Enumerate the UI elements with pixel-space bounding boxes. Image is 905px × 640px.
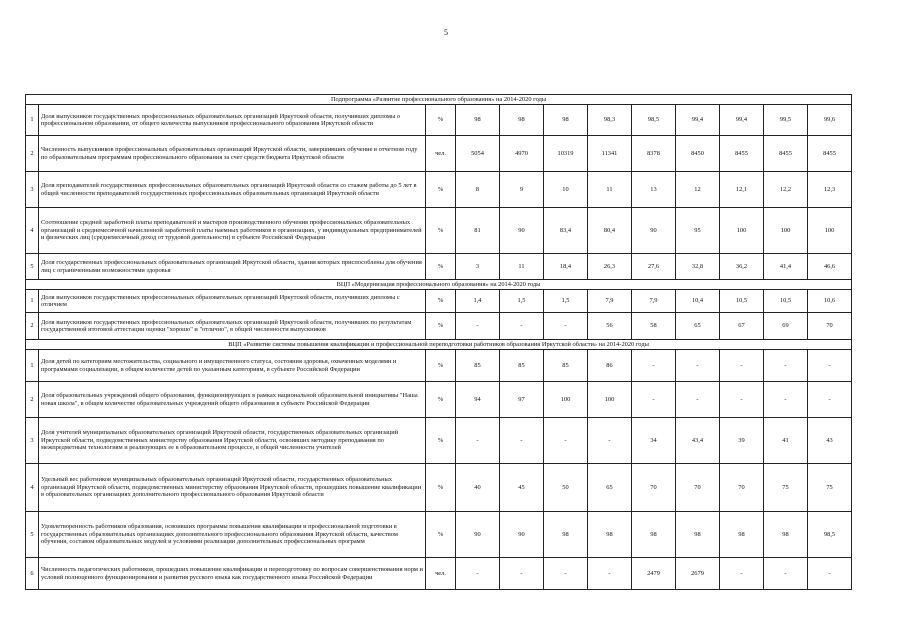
value-cell: - — [764, 558, 808, 590]
value-cell: 98 — [676, 512, 720, 558]
indicator-description: Доля образовательных учреждений общего образования, функционирующих в рамках национальной образовательной инициативы "Наша новая школа", в общем количестве образовательных учреждений общего образования в субъекте Российской Федерации — [39, 382, 426, 418]
value-cell: 41,4 — [764, 254, 808, 280]
value-cell: 56 — [588, 313, 632, 340]
unit-cell: % — [426, 172, 456, 208]
value-cell: 10319 — [544, 136, 588, 172]
value-cell: 100 — [544, 382, 588, 418]
value-cell: 99,4 — [676, 105, 720, 136]
value-cell: 70 — [808, 313, 852, 340]
unit-cell: % — [426, 208, 456, 254]
value-cell: 12,3 — [808, 172, 852, 208]
unit-cell: чел. — [426, 558, 456, 590]
unit-cell: % — [426, 418, 456, 464]
value-cell: 90 — [456, 512, 500, 558]
value-cell: 70 — [720, 464, 764, 512]
table-row — [26, 290, 852, 313]
value-cell: 10,4 — [676, 290, 720, 313]
value-cell: 70 — [632, 464, 676, 512]
value-cell: 69 — [764, 313, 808, 340]
value-cell: 45 — [500, 464, 544, 512]
value-cell: - — [808, 558, 852, 590]
value-cell: 90 — [500, 208, 544, 254]
value-cell: 43 — [808, 418, 852, 464]
page-number: 5 — [444, 28, 448, 37]
value-cell: 8378 — [632, 136, 676, 172]
value-cell: 2479 — [632, 558, 676, 590]
value-cell: 10,5 — [764, 290, 808, 313]
unit-cell: % — [426, 313, 456, 340]
value-cell: 8455 — [808, 136, 852, 172]
indicator-description: Доля выпускников государственных профессиональных образовательных организаций Иркутской области, получивших дипломы о профессиональном образовании, от общего количества выпускников профессионального образования Иркутской области — [39, 105, 426, 136]
table-row — [26, 464, 852, 512]
value-cell: 12,2 — [764, 172, 808, 208]
value-cell: 85 — [456, 350, 500, 382]
value-cell: 9 — [500, 172, 544, 208]
table-row — [26, 105, 852, 136]
row-number: 1 — [26, 290, 39, 313]
value-cell: 98 — [632, 512, 676, 558]
row-number: 3 — [26, 418, 39, 464]
value-cell: 99,6 — [808, 105, 852, 136]
value-cell: 40 — [456, 464, 500, 512]
value-cell: 67 — [720, 313, 764, 340]
row-number: 1 — [26, 105, 39, 136]
indicator-description: Численность выпускников профессиональных образовательных организаций Иркутской области, завершивших обучение в отчетном году по образовательным программам профессионального образования за счет средств бюджета Иркутской области — [39, 136, 426, 172]
value-cell: 8455 — [720, 136, 764, 172]
value-cell: - — [720, 558, 764, 590]
row-number: 2 — [26, 136, 39, 172]
value-cell: 98 — [456, 105, 500, 136]
row-number: 1 — [26, 350, 39, 382]
value-cell: 86 — [588, 350, 632, 382]
indicator-description: Численность педагогических работников, прошедших повышение квалификации и переподготовку по вопросам совершенствования норм и условий полноценного функционирования и развития русского языка как государственного языка Российской Федерации — [39, 558, 426, 590]
value-cell: 3 — [456, 254, 500, 280]
value-cell: - — [500, 558, 544, 590]
indicators-table — [25, 94, 852, 590]
row-number: 5 — [26, 512, 39, 558]
unit-cell: % — [426, 254, 456, 280]
value-cell: 12 — [676, 172, 720, 208]
value-cell: - — [588, 558, 632, 590]
value-cell: 11341 — [588, 136, 632, 172]
section-title: ВЦП «Модернизация профессионального образования» на 2014-2020 годы — [26, 280, 852, 290]
value-cell: 80,4 — [588, 208, 632, 254]
indicator-description: Доля преподавателей государственных профессиональных образовательных организаций Иркутской области со стажем работы до 5 лет в общей численности преподавателей государственных профессиональных образовательных организаций Иркутской области — [39, 172, 426, 208]
value-cell: 98 — [544, 105, 588, 136]
section-header-row — [26, 280, 852, 290]
value-cell: 5054 — [456, 136, 500, 172]
value-cell: 32,8 — [676, 254, 720, 280]
value-cell: 98 — [720, 512, 764, 558]
table-row — [26, 208, 852, 254]
value-cell: 39 — [720, 418, 764, 464]
indicator-description: Доля государственных профессиональных образовательных организаций Иркутской области, здания которых приспособлены для обучения лиц с ограниченными возможностями здоровья — [39, 254, 426, 280]
value-cell: 18,4 — [544, 254, 588, 280]
value-cell: 7,9 — [632, 290, 676, 313]
row-number: 5 — [26, 254, 39, 280]
value-cell: 90 — [500, 512, 544, 558]
value-cell: 97 — [500, 382, 544, 418]
value-cell: 26,3 — [588, 254, 632, 280]
value-cell: 11 — [500, 254, 544, 280]
value-cell: 100 — [588, 382, 632, 418]
row-number: 4 — [26, 208, 39, 254]
value-cell: 95 — [676, 208, 720, 254]
value-cell: - — [588, 418, 632, 464]
indicator-description: Удельный вес работников муниципальных образовательных организаций Иркутской области, государственных образовательных организаций Иркутской области, подведомственных министерству образования Иркутской области, прошедших повышение квалификации в образовательных организациях дополнительного профессионального образования Иркутской области — [39, 464, 426, 512]
value-cell: 36,2 — [720, 254, 764, 280]
value-cell: 94 — [456, 382, 500, 418]
value-cell: 10,6 — [808, 290, 852, 313]
value-cell: - — [456, 418, 500, 464]
value-cell: 70 — [676, 464, 720, 512]
value-cell: 43,4 — [676, 418, 720, 464]
section-header-row — [26, 95, 852, 105]
value-cell: 98 — [544, 512, 588, 558]
value-cell: 34 — [632, 418, 676, 464]
value-cell: 99,5 — [764, 105, 808, 136]
value-cell: 4970 — [500, 136, 544, 172]
unit-cell: % — [426, 290, 456, 313]
value-cell: 85 — [500, 350, 544, 382]
value-cell: 12,1 — [720, 172, 764, 208]
value-cell: 98,5 — [632, 105, 676, 136]
unit-cell: чел. — [426, 136, 456, 172]
value-cell: - — [632, 350, 676, 382]
value-cell: - — [676, 350, 720, 382]
section-title: ВЦП «Развитие системы повышения квалификации и профессиональной переподготовки работников образования Иркутской области» на 2014-2020 годы — [26, 340, 852, 350]
unit-cell: % — [426, 382, 456, 418]
table-row — [26, 313, 852, 340]
indicator-description: Доля выпускников государственных профессиональных образовательных организаций Иркутской области, получивших по результатам государственной итоговой аттестации оценки "хорошо" и "отлично", в общей численности выпускников — [39, 313, 426, 340]
value-cell: - — [544, 558, 588, 590]
table-row — [26, 350, 852, 382]
value-cell: - — [456, 558, 500, 590]
value-cell: 100 — [808, 208, 852, 254]
unit-cell: % — [426, 350, 456, 382]
value-cell: 8455 — [764, 136, 808, 172]
row-number: 6 — [26, 558, 39, 590]
value-cell: - — [764, 382, 808, 418]
value-cell: 65 — [676, 313, 720, 340]
value-cell: - — [764, 350, 808, 382]
section-title: Подпрограмма «Развитие профессионального образования» на 2014-2020 годы — [26, 95, 852, 105]
value-cell: 65 — [588, 464, 632, 512]
value-cell: 1,5 — [544, 290, 588, 313]
value-cell: 50 — [544, 464, 588, 512]
value-cell: 100 — [720, 208, 764, 254]
value-cell: - — [544, 418, 588, 464]
value-cell: 41 — [764, 418, 808, 464]
value-cell: - — [544, 313, 588, 340]
unit-cell: % — [426, 464, 456, 512]
value-cell: - — [720, 350, 764, 382]
row-number: 4 — [26, 464, 39, 512]
value-cell: 85 — [544, 350, 588, 382]
row-number: 3 — [26, 172, 39, 208]
indicator-description: Доля детей по категориям местожительства, социального и имущественного статуса, состояния здоровья, охваченных моделями и программами социализации, в общем количестве детей по указанным категориям, в субъекте Российской Федерации — [39, 350, 426, 382]
value-cell: 83,4 — [544, 208, 588, 254]
value-cell: - — [676, 382, 720, 418]
value-cell: - — [808, 350, 852, 382]
value-cell: - — [500, 418, 544, 464]
table-row — [26, 558, 852, 590]
value-cell: 98 — [500, 105, 544, 136]
value-cell: 90 — [632, 208, 676, 254]
table-row — [26, 418, 852, 464]
value-cell: 98 — [764, 512, 808, 558]
value-cell: 8 — [456, 172, 500, 208]
indicator-description: Удовлетворенность работников образования, освоивших программы повышения квалификации и профессиональной подготовки в государственных образовательных организациях дополнительного профессионального образования Иркутской области, качеством обучения, составом образовательных модулей и условиями реализации дополнительных профессиональных программ — [39, 512, 426, 558]
value-cell: 10 — [544, 172, 588, 208]
unit-cell: % — [426, 105, 456, 136]
table-row — [26, 512, 852, 558]
value-cell: 75 — [808, 464, 852, 512]
value-cell: 75 — [764, 464, 808, 512]
section-header-row — [26, 340, 852, 350]
value-cell: 13 — [632, 172, 676, 208]
row-number: 2 — [26, 313, 39, 340]
value-cell: - — [808, 382, 852, 418]
value-cell: - — [456, 313, 500, 340]
value-cell: 46,6 — [808, 254, 852, 280]
value-cell: 100 — [764, 208, 808, 254]
value-cell: 98,5 — [808, 512, 852, 558]
value-cell: 98,3 — [588, 105, 632, 136]
table-row — [26, 382, 852, 418]
value-cell: 98 — [588, 512, 632, 558]
value-cell: 58 — [632, 313, 676, 340]
unit-cell: % — [426, 512, 456, 558]
value-cell: - — [500, 313, 544, 340]
value-cell: 10,5 — [720, 290, 764, 313]
table-row — [26, 172, 852, 208]
value-cell: 8450 — [676, 136, 720, 172]
value-cell: 1,5 — [500, 290, 544, 313]
indicator-description: Доля выпускников государственных профессиональных образовательных организаций Иркутской области, получивших дипломы с отличием — [39, 290, 426, 313]
value-cell: - — [720, 382, 764, 418]
value-cell: 27,6 — [632, 254, 676, 280]
row-number: 2 — [26, 382, 39, 418]
value-cell: 11 — [588, 172, 632, 208]
value-cell: - — [632, 382, 676, 418]
indicators-table-body — [26, 95, 852, 590]
indicator-description: Доля учителей муниципальных образовательных организаций Иркутской области, государственных образовательных организаций Иркутской области, подведомственных министерству образования Иркутской области, освоивших методику преподавания по межпредметным технологиям и реализующих ее в образовательном процессе, в общей численности учителей — [39, 418, 426, 464]
table-row — [26, 136, 852, 172]
value-cell: 7,9 — [588, 290, 632, 313]
value-cell: 2679 — [676, 558, 720, 590]
value-cell: 81 — [456, 208, 500, 254]
value-cell: 1,4 — [456, 290, 500, 313]
value-cell: 99,4 — [720, 105, 764, 136]
table-row — [26, 254, 852, 280]
indicator-description: Соотношение средней заработной платы преподавателей и мастеров производственного обучения профессиональных образовательных организаций и среднемесячной начисленной заработной платы наемных работников в организациях, у индивидуальных предпринимателей и физических лиц (среднемесячный доход от трудовой деятельности) в субъекте Российской Федерации — [39, 208, 426, 254]
